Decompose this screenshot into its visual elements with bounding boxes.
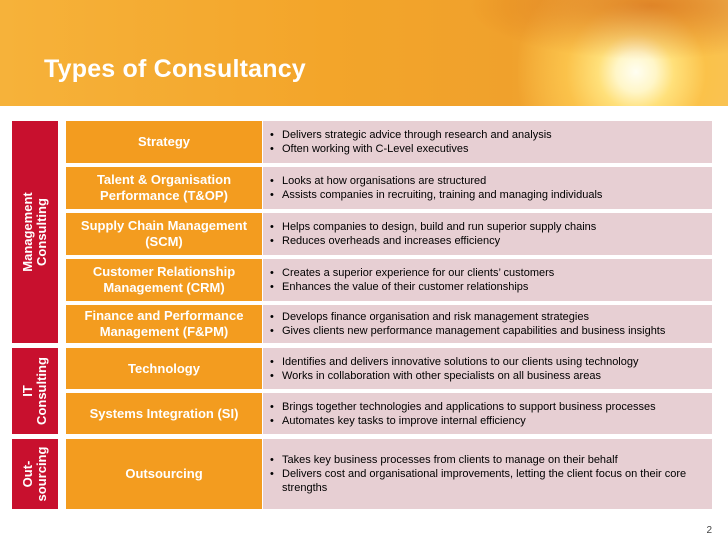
service-systems-integration: Systems Integration (SI) bbox=[66, 393, 262, 434]
service-outsourcing: Outsourcing bbox=[66, 439, 262, 509]
description-talent-organisation bbox=[263, 167, 712, 209]
bullet-item: • Often working with C-Level executives bbox=[269, 142, 552, 156]
service-talent-organisation: Talent & Organisation Performance (T&OP) bbox=[66, 167, 262, 209]
group-label: IT Consulting bbox=[20, 357, 49, 425]
description-crm bbox=[263, 259, 712, 301]
group-it-consulting bbox=[12, 348, 58, 434]
service-crm: Customer Relationship Management (CRM) bbox=[66, 259, 262, 301]
service-supply-chain: Supply Chain Management (SCM) bbox=[66, 213, 262, 255]
service-strategy: Strategy bbox=[66, 121, 262, 163]
description-outsourcing bbox=[263, 439, 712, 509]
bullet-item: • Delivers cost and organisational improvements, letting the client focus on their core strengths bbox=[269, 467, 712, 495]
bullet-item: • Helps companies to design, build and run superior supply chains bbox=[269, 220, 596, 234]
bullet-item: • Takes key business processes from clients to manage on their behalf bbox=[269, 453, 712, 467]
group-management-consulting bbox=[12, 121, 58, 343]
bullet-item: • Assists companies in recruiting, training and managing individuals bbox=[269, 188, 602, 202]
header-banner bbox=[0, 0, 728, 106]
bullet-item: • Creates a superior experience for our clients’ customers bbox=[269, 266, 554, 280]
description-supply-chain bbox=[263, 213, 712, 255]
bullet-item: • Looks at how organisations are structured bbox=[269, 174, 602, 188]
service-finance-performance: Finance and Performance Management (F&PM) bbox=[66, 305, 262, 343]
service-technology: Technology bbox=[66, 348, 262, 389]
bullet-item: • Reduces overheads and increases efficiency bbox=[269, 234, 596, 248]
bullet-item: • Delivers strategic advice through research and analysis bbox=[269, 128, 552, 142]
description-finance-performance bbox=[263, 305, 712, 343]
description-technology bbox=[263, 348, 712, 389]
bullet-item: • Identifies and delivers innovative solutions to our clients using technology bbox=[269, 355, 639, 369]
bullet-item: • Automates key tasks to improve internal efficiency bbox=[269, 414, 656, 428]
bullet-item: • Works in collaboration with other specialists on all business areas bbox=[269, 369, 639, 383]
group-outsourcing bbox=[12, 439, 58, 509]
page-number: 2 bbox=[706, 525, 712, 536]
page-title: Types of Consultancy bbox=[44, 55, 306, 83]
bullet-item: • Brings together technologies and applications to support business processes bbox=[269, 400, 656, 414]
bullet-item: • Develops finance organisation and risk management strategies bbox=[269, 310, 665, 324]
description-strategy bbox=[263, 121, 712, 163]
group-label: Out- sourcing bbox=[20, 446, 49, 502]
bullet-item: • Enhances the value of their customer relationships bbox=[269, 280, 554, 294]
group-label: Management Consulting bbox=[20, 192, 49, 272]
bullet-item: • Gives clients new performance management capabilities and business insights bbox=[269, 324, 665, 338]
sunset-clouds bbox=[468, 0, 728, 60]
description-systems-integration bbox=[263, 393, 712, 434]
